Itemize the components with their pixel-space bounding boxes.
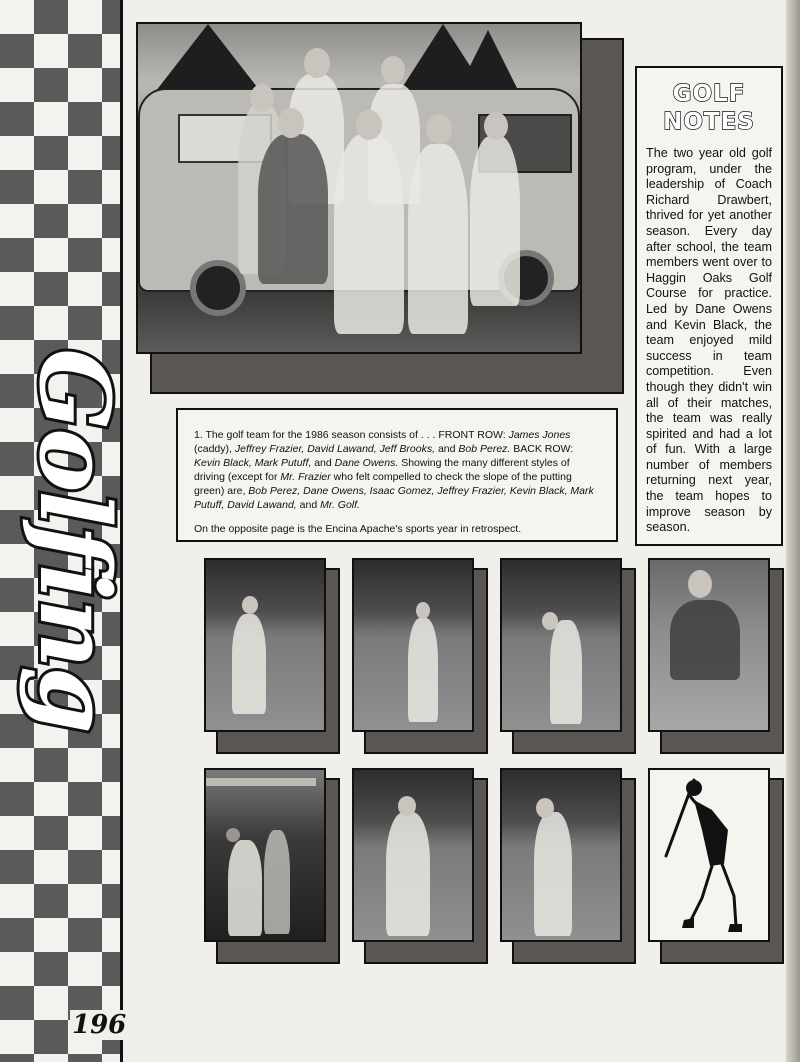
golfer-swing-1-photo	[204, 558, 326, 732]
caption-text: 1. The golf team for the 1986 season consists of . . . FRONT ROW:	[194, 429, 509, 441]
golfer-swing-2-photo	[352, 558, 474, 732]
side-title: Golfing	[18, 348, 132, 732]
caption-text: Showing the many different styles of driving (except for	[194, 457, 570, 483]
golfer-swing-5-frame	[512, 778, 636, 964]
caption-text: (caddy),	[194, 443, 235, 455]
caption-names: Dane Owens.	[334, 457, 399, 469]
team-photo	[136, 22, 582, 354]
caption-text: and	[296, 499, 321, 511]
golf-notes-title-line-1: GOLF	[672, 81, 746, 107]
caption-text: and	[311, 457, 335, 469]
putting-green-check-frame	[660, 568, 784, 754]
page-spine	[786, 0, 800, 1062]
team-photo-frame	[150, 38, 624, 394]
golf-notes-box	[635, 66, 783, 546]
caption-box	[176, 408, 618, 542]
golfer-drawing-icon	[650, 770, 768, 940]
side-title-wrap	[15, 348, 135, 732]
golfer-swing-4-frame	[364, 778, 488, 964]
golfer-swing-5-photo	[500, 768, 622, 942]
basketball-shot-photo	[204, 768, 326, 942]
putting-green-check-photo	[648, 558, 770, 732]
caption-names: Mr. Golf.	[320, 499, 360, 511]
golfer-swing-4-photo	[352, 768, 474, 942]
caption-paragraph-1	[194, 428, 600, 512]
golfer-swing-1-frame	[216, 568, 340, 754]
caption-names: Kevin Black, Mark Putuff,	[194, 457, 312, 469]
golf-notes-title	[646, 80, 772, 136]
caption-paragraph-2: On the opposite page is the Encina Apache's sports year in retrospect.	[194, 523, 522, 535]
golfer-swing-3-frame	[512, 568, 636, 754]
caption-text: BACK ROW:	[510, 443, 574, 455]
caption-text: and	[435, 443, 459, 455]
caption-text: who felt compelled to check the slope of the putting green) are,	[194, 471, 572, 497]
page-number: 196	[72, 1010, 127, 1040]
golfer-drawing	[648, 768, 770, 942]
caption-names: Mr. Frazier	[280, 471, 331, 483]
golf-notes-title-line-2: NOTES	[663, 109, 755, 135]
golf-notes-body: The two year old golf program, under the leadership of Coach Richard Drawbert, thrived for yet another season. Every day after school, the team members went over to Haggin Oaks Golf Course for practice. Led by Dane Owens and Kevin Black, the team enjoyed mild success in team competition. Even though they didn't win all of their matches, the team was really spirited and had a lot of fun. With a large number of members returning next year, the team hopes to improve season by season.	[646, 146, 772, 535]
caption-names: Bob Perez, Dane Owens, Isaac Gomez, Jeffrey Frazier, Kevin Black, Mark Putuff, David Lawand,	[194, 485, 594, 511]
basketball-shot-frame	[216, 778, 340, 964]
golfer-swing-2-frame	[364, 568, 488, 754]
golfer-swing-3-photo	[500, 558, 622, 732]
caption-names: Bob Perez.	[458, 443, 511, 455]
caption-names: Jeffrey Frazier, David Lawand, Jeff Brooks,	[234, 443, 436, 455]
golfer-drawing-frame	[660, 778, 784, 964]
caption-names: James Jones	[508, 429, 571, 441]
